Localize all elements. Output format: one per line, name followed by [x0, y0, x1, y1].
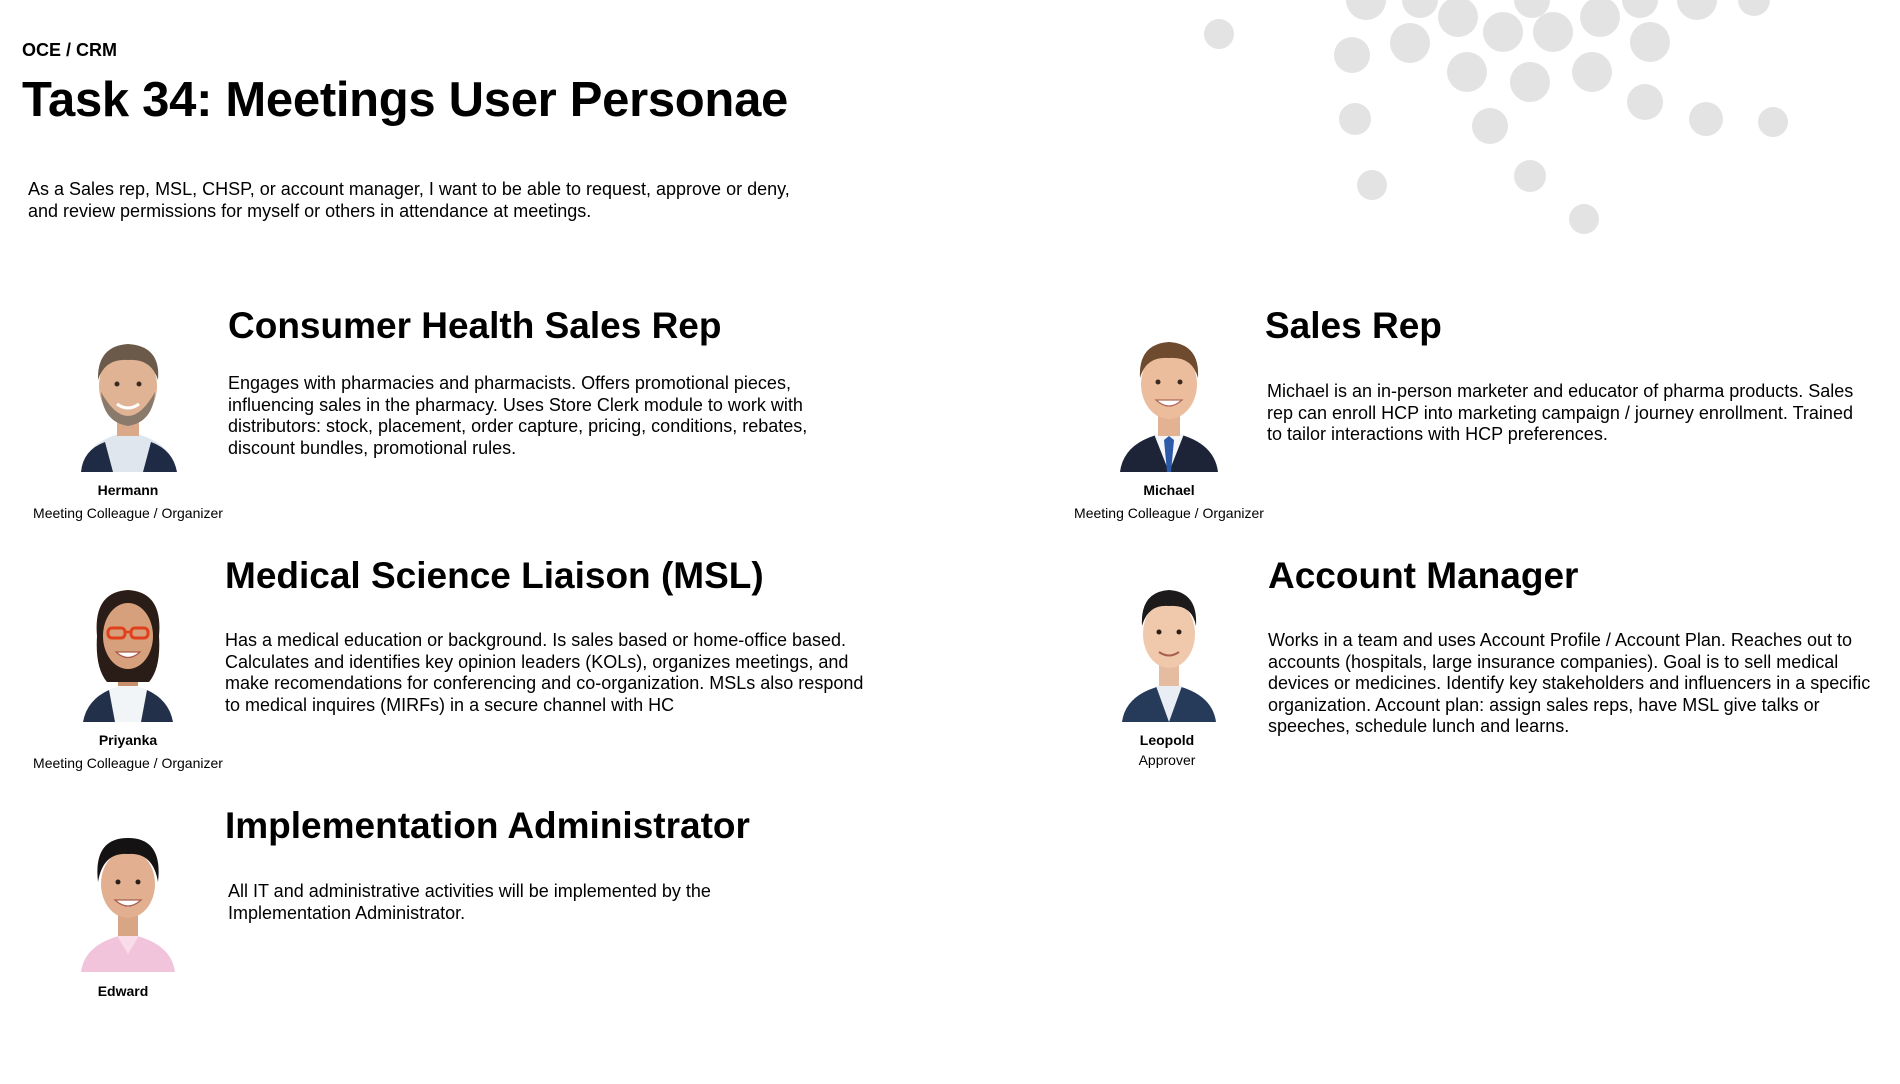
persona-name: Leopold	[1139, 732, 1195, 748]
persona-name: Edward	[97, 983, 149, 999]
persona-title: Implementation Administrator	[225, 805, 750, 846]
avatar-priyanka	[53, 572, 203, 722]
persona-title: Account Manager	[1268, 555, 1579, 596]
persona-name: Hermann	[97, 482, 159, 498]
persona-name: Michael	[1143, 482, 1195, 498]
persona-description: Michael is an in-person marketer and educator of pharma products. Sales rep can enroll HCP into marketing campaign / journey enrollment. Trained to tailor interactions with HCP preferences.	[1267, 381, 1854, 444]
persona-name: Priyanka	[98, 732, 158, 748]
persona-title: Medical Science Liaison (MSL)	[225, 555, 764, 596]
persona-title: Consumer Health Sales Rep	[228, 305, 722, 346]
avatar-edward	[53, 822, 203, 972]
persona-description: Has a medical education or background. Is sales based or home-office based. Calculates and identifies key opinion leaders (KOLs), organizes meetings, and make recomendations for conferencing and co-organization. MSLs also respond to medical inquires (MIRFs) in a secure channel with HC	[225, 630, 864, 715]
avatar-hermann	[53, 322, 203, 472]
persona-title: Sales Rep	[1265, 305, 1442, 346]
persona-description: Engages with pharmacies and pharmacists. Offers promotional pieces, influencing sales in the pharmacy. Uses Store Clerk module to work with distributors: stock, placement, order capture, pricing, conditions, rebates, discount bundles, promotional rules.	[228, 373, 808, 458]
avatar-michael	[1094, 322, 1244, 472]
persona-role: Meeting Colleague / Organizer	[33, 505, 223, 521]
avatar-leopold	[1094, 572, 1244, 722]
page-title: Task 34: Meetings User Personae	[22, 73, 788, 127]
persona-role: Approver	[1138, 752, 1196, 768]
user-story-text: As a Sales rep, MSL, CHSP, or account manager, I want to be able to request, approve or deny, and review permissions for myself or others in attendance at meetings.	[28, 179, 790, 221]
persona-description: All IT and administrative activities will be implemented by the Implementation Administrator.	[228, 881, 711, 923]
persona-role: Meeting Colleague / Organizer	[33, 755, 223, 771]
persona-role: Meeting Colleague / Organizer	[1074, 505, 1264, 521]
persona-description: Works in a team and uses Account Profile / Account Plan. Reaches out to accounts (hospitals, large insurance companies). Goal is to sell medical devices or medicines. Identify key stakeholders and influencers in a specific organization. Account plan: assign sales reps, have MSL give talks or speeches, schedule lunch and learns.	[1268, 630, 1871, 736]
breadcrumb: OCE / CRM	[22, 40, 118, 60]
